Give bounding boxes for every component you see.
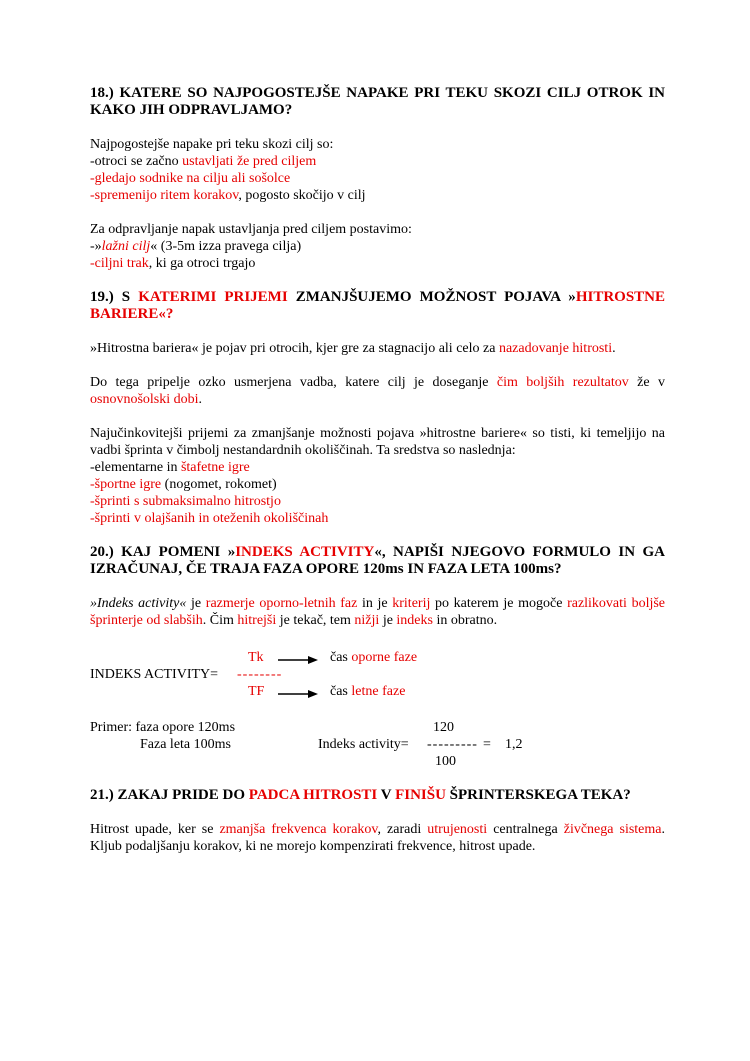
text-segment: čim boljših rezultatov — [496, 375, 629, 390]
text-segment: je — [186, 596, 206, 611]
text-segment: HITROSTNE BARIERE«? — [90, 289, 666, 322]
question-heading — [90, 787, 665, 804]
text-line — [90, 153, 665, 170]
paragraph — [90, 459, 665, 527]
text-segment: Za odpravljanje napak ustavljanja pred ciljem postavimo: — [90, 222, 412, 237]
text-segment: že v — [628, 375, 665, 390]
paragraph — [90, 374, 665, 408]
text-segment: KATERIMI PRIJEMI — [138, 289, 288, 305]
text-segment: razmerje oporno-letnih faz — [205, 596, 358, 611]
text-segment: « (3-5m izza pravega cilja) — [150, 239, 302, 254]
example-fraction-line: --------- — [427, 737, 478, 752]
text-segment: je tekač, tem — [276, 613, 355, 628]
text-segment: Do tega pripelje ozko usmerjena vadba, katere cilj je doseganje — [90, 375, 497, 390]
text-segment: nižji — [354, 613, 380, 628]
text-segment: centralnega — [487, 822, 564, 837]
paragraph — [90, 595, 665, 629]
text-segment: -otroci se začno — [90, 154, 183, 169]
text-line — [90, 255, 665, 272]
document-blocks-top — [90, 85, 665, 629]
text-line — [90, 510, 665, 527]
example-equals-sign: = — [483, 737, 491, 752]
text-segment: hitrejši — [237, 613, 277, 628]
text-segment: ZMANJŠUJEMO MOŽNOST POJAVA » — [287, 289, 576, 305]
text-segment: in je — [357, 596, 393, 611]
text-segment: kriterij — [392, 596, 431, 611]
text-segment: ŠPRINTERSKEGA TEKA? — [445, 787, 631, 803]
example-label-2: Faza leta 100ms — [140, 737, 231, 752]
text-segment: je — [379, 613, 397, 628]
formula-numerator-row — [90, 649, 665, 666]
formula-denominator-desc — [330, 683, 405, 700]
text-segment: razlikovati boljše šprinterje od slabših — [90, 596, 666, 628]
text-segment: utrujenosti — [427, 822, 488, 837]
text-line — [90, 459, 665, 476]
question-heading — [90, 544, 665, 578]
text-line — [90, 187, 665, 204]
text-segment: lažni cilj — [101, 239, 151, 254]
text-line — [90, 238, 665, 255]
text-segment: 19.) S — [90, 289, 139, 305]
formula-denominator-desc-label: čas — [330, 684, 352, 699]
text-segment: , ki ga otroci trgajo — [148, 256, 256, 271]
text-segment: -spremenijo ritem korakov — [90, 188, 239, 203]
document-content — [90, 85, 665, 872]
text-segment: 21.) ZAKAJ PRIDE DO — [90, 787, 249, 803]
text-segment: -gledajo sodnike na cilju ali sošolce — [90, 171, 291, 186]
text-segment: zmanjša frekvenca korakov — [219, 822, 378, 837]
text-segment: nazadovanje hitrosti — [498, 341, 613, 356]
paragraph — [90, 221, 665, 272]
example-row-1 — [90, 719, 665, 736]
paragraph — [90, 136, 665, 204]
text-segment: Hitrost upade, ker se — [90, 822, 220, 837]
text-segment: štafetne igre — [180, 460, 250, 475]
example-denominator-value: 100 — [435, 754, 456, 769]
text-line — [90, 170, 665, 187]
text-segment: -šprinti s submaksimalno hitrostjo — [90, 494, 281, 509]
text-segment: in obratno. — [432, 613, 498, 628]
text-segment: , zaradi — [377, 822, 428, 837]
formula-label: INDEKS ACTIVITY= — [90, 667, 219, 682]
question-heading — [90, 85, 665, 119]
paragraph — [90, 340, 665, 357]
text-segment: osnovnošolski dobi — [90, 392, 199, 407]
text-segment: 20.) KAJ POMENI » — [90, 544, 236, 560]
text-line — [90, 136, 665, 153]
document-blocks-bottom — [90, 787, 665, 855]
text-segment: po katerem je mogoče — [430, 596, 568, 611]
example-numerator-value: 120 — [433, 720, 454, 735]
text-line — [90, 493, 665, 510]
text-segment: -športne igre — [90, 477, 162, 492]
text-segment: , pogosto skočijo v cilj — [238, 188, 366, 203]
text-segment: 18.) KATERE SO NAJPOGOSTEJŠE NAPAKE PRI TEKU SKOZI CILJ OTROK IN KAKO JIH ODPRAVLJAMO? — [90, 85, 665, 118]
text-line — [90, 476, 665, 493]
text-segment: ustavljati že pred ciljem — [182, 154, 317, 169]
arrow-right-icon — [278, 687, 318, 704]
question-heading — [90, 289, 665, 323]
example-calculation — [90, 719, 665, 770]
text-segment: Najučinkovitejši prijemi za zmanjšanje možnosti pojava »hitrostne bariere« so tisti, ki temeljijo na vadbi šprinta v čimbolj nestandardnih okoliščinah. Ta sredstva so naslednja: — [90, 426, 665, 458]
indeks-activity-formula — [90, 649, 665, 700]
formula-denominator-symbol: TF — [248, 684, 265, 699]
formula-fraction-row — [90, 666, 665, 683]
text-segment: INDEKS ACTIVITY — [235, 544, 375, 560]
text-segment: »Indeks activity« — [90, 596, 187, 611]
text-line — [90, 221, 665, 238]
text-segment: Najpogostejše napake pri teku skozi cilj so: — [90, 137, 334, 152]
text-segment: »Hitrostna bariera« je pojav pri otrocih, kjer gre za stagnacijo ali celo za — [90, 341, 499, 356]
formula-numerator-desc-label: čas — [330, 650, 352, 665]
paragraph — [90, 425, 665, 459]
text-segment: -ciljni trak — [90, 256, 149, 271]
formula-numerator-symbol: Tk — [248, 650, 264, 665]
text-segment: V — [377, 787, 396, 803]
text-segment: -šprinti v olajšanih in oteženih okoliščinah — [90, 511, 329, 526]
example-row-2 — [90, 736, 665, 753]
text-segment: «, NAPIŠI NJEGOVO FORMULO IN GA IZRAČUNAJ, ČE TRAJA FAZA OPORE 120ms IN FAZA LETA 100ms? — [90, 544, 665, 577]
paragraph — [90, 821, 665, 855]
formula-fraction-line: -------- — [237, 667, 283, 682]
example-result-value: 1,2 — [505, 737, 523, 752]
formula-denominator-row — [90, 683, 665, 700]
text-segment: (nogomet, rokomet) — [161, 477, 277, 492]
example-formula-name: Indeks activity= — [318, 737, 409, 752]
text-segment: PADCA HITROSTI — [248, 787, 378, 803]
text-segment: FINIŠU — [395, 787, 446, 803]
text-segment: . — [612, 341, 616, 356]
text-segment: -» — [90, 239, 102, 254]
example-label: Primer: faza opore 120ms — [90, 720, 236, 735]
text-segment: živčnega sistema — [563, 822, 662, 837]
text-segment: . Kljub podaljšanju korakov, ki ne morejo kompenzirati frekvence, hitrost upade. — [90, 822, 665, 854]
formula-numerator-desc-term: oporne faze — [351, 650, 418, 665]
example-row-3 — [90, 753, 665, 770]
formula-denominator-desc-term: letne faze — [351, 684, 406, 699]
text-segment: . Čim — [202, 613, 238, 628]
text-segment: -elementarne in — [90, 460, 181, 475]
formula-numerator-desc — [330, 649, 417, 666]
text-segment: . — [198, 392, 203, 407]
text-segment: indeks — [396, 613, 433, 628]
